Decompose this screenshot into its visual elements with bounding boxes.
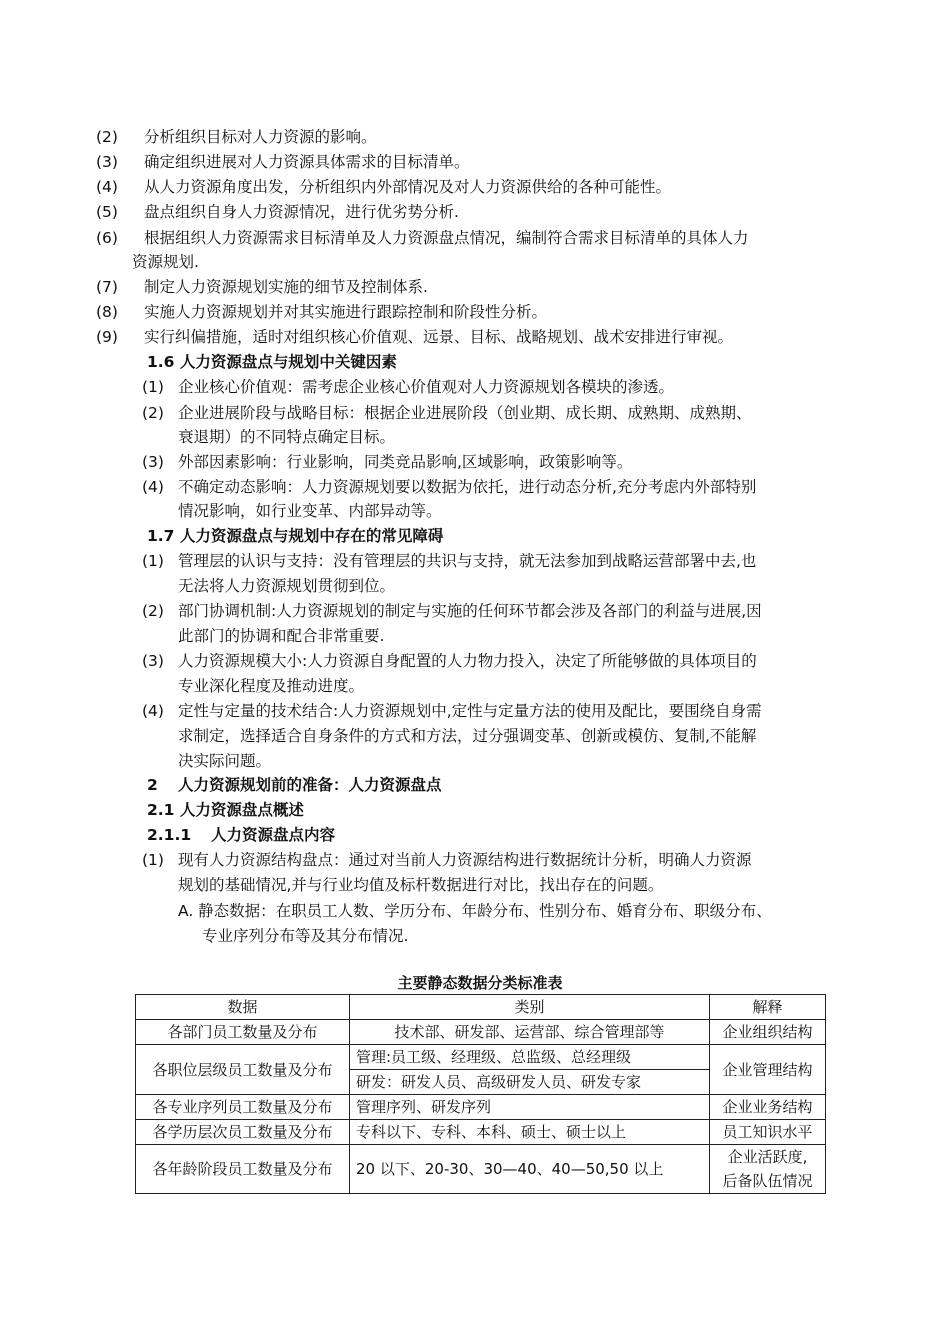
- category-cell: 管理序列、研发序列: [350, 1095, 710, 1120]
- data-cell: 各专业序列员工数量及分布: [136, 1095, 350, 1120]
- list-item-text: 规划的基础情况,并与行业均值及标杆数据进行对比，找出存在的问题。: [178, 876, 664, 894]
- subsection-number: 2.1.1: [147, 826, 192, 844]
- sub-item-text: 专业序列分布等及其分布情况.: [202, 927, 409, 945]
- section-heading: 1.6 人力资源盘点与规划中关键因素: [147, 353, 397, 371]
- column-header: 数据: [136, 995, 350, 1020]
- list-item-text: 实施人力资源规划并对其实施进行跟踪控制和阶段性分析。: [144, 303, 548, 321]
- list-item-text: 资源规划.: [132, 253, 199, 271]
- list-item-text: 情况影响，如行业变革、内部异动等。: [178, 502, 442, 520]
- list-number: (1): [142, 552, 164, 570]
- category-cell: 研发：研发人员、高级研发人员、研发专家: [350, 1070, 710, 1095]
- category-cell: 管理:员工级、经理级、总监级、总经理级: [350, 1045, 710, 1070]
- list-item-text: 部门协调机制:人力资源规划的制定与实施的任何环节都会涉及各部门的利益与进展,因: [178, 602, 762, 620]
- list-number: (2): [142, 602, 164, 620]
- list-item-text: 衰退期）的不同特点确定目标。: [178, 428, 396, 446]
- list-item-text: 现有人力资源结构盘点：通过对当前人力资源结构进行数据统计分析，明确人力资源: [178, 851, 752, 869]
- table-caption: 主要静态数据分类标准表: [397, 974, 563, 992]
- explain-cell: 员工知识水平: [710, 1120, 826, 1145]
- list-number: (4): [96, 178, 118, 196]
- column-header: 类别: [350, 995, 710, 1020]
- list-item-text: 无法将人力资源规划贯彻到位。: [178, 577, 396, 595]
- sub-item-text: A. 静态数据：在职员工人数、学历分布、年龄分布、性别分布、婚育分布、职级分布、: [178, 902, 772, 920]
- list-item-text: 确定组织进展对人力资源具体需求的目标清单。: [144, 153, 470, 171]
- subsection-heading: 人力资源盘点内容: [211, 826, 336, 844]
- list-item-text: 不确定动态影响：人力资源规划要以数据为依托，进行动态分析,充分考虑内外部特别: [178, 478, 757, 496]
- list-number: (2): [142, 404, 164, 422]
- list-number: (5): [96, 203, 118, 221]
- list-number: (3): [142, 652, 164, 670]
- list-number: (8): [96, 303, 118, 321]
- list-item-text: 求制定，选择适合自身条件的方式和方法，过分强调变革、创新或模仿、复制,不能解: [178, 727, 757, 745]
- table-row: [136, 1095, 826, 1120]
- category-cell: 20 以下、20-30、30—40、40—50,50 以上: [350, 1145, 710, 1194]
- explain-cell: 企业管理结构: [710, 1045, 826, 1095]
- list-number: (3): [96, 153, 118, 171]
- data-cell: 各学历层次员工数量及分布: [136, 1120, 350, 1145]
- list-number: (7): [96, 278, 118, 296]
- list-item-text: 企业进展阶段与战略目标：根据企业进展阶段（创业期、成长期、成熟期、成熟期、: [178, 404, 752, 422]
- category-cell: 技术部、研发部、运营部、综合管理部等: [350, 1020, 710, 1045]
- table-row: [136, 1045, 826, 1070]
- chapter-number: 2: [147, 776, 158, 794]
- list-item-text: 分析组织目标对人力资源的影响。: [144, 128, 377, 146]
- list-item-text: 管理层的认识与支持：没有管理层的共识与支持，就无法参加到战略运营部署中去,也: [178, 552, 757, 570]
- table-row: [136, 1145, 826, 1194]
- list-item-text: 外部因素影响：行业影响，同类竞品影响,区域影响，政策影响等。: [178, 453, 633, 471]
- explain-cell: 企业组织结构: [710, 1020, 826, 1045]
- list-item-text: 实行纠偏措施，适时对组织核心价值观、远景、目标、战略规划、战术安排进行审视。: [144, 328, 734, 346]
- column-header: 解释: [710, 995, 826, 1020]
- list-item-text: 此部门的协调和配合非常重要.: [178, 627, 385, 645]
- category-cell: 专科以下、专科、本科、硕士、硕士以上: [350, 1120, 710, 1145]
- explain-cell: 企业业务结构: [710, 1095, 826, 1120]
- list-item-text: 决实际问题。: [178, 752, 272, 770]
- data-cell: 各年龄阶段员工数量及分布: [136, 1145, 350, 1194]
- list-item-text: 根据组织人力资源需求目标清单及人力资源盘点情况，编制符合需求目标清单的具体人力: [144, 229, 749, 247]
- data-cell: 各部门员工数量及分布: [136, 1020, 350, 1045]
- table-row: [136, 1020, 826, 1045]
- list-item-text: 盘点组织自身人力资源情况，进行优劣势分析.: [144, 203, 459, 221]
- list-item-text: 制定人力资源规划实施的细节及控制体系.: [144, 278, 428, 296]
- list-item-text: 定性与定量的技术结合:人力资源规划中,定性与定量方法的使用及配比，要围绕自身需: [178, 702, 762, 720]
- chapter-heading: 人力资源规划前的准备：人力资源盘点: [178, 776, 442, 794]
- list-number: (4): [142, 478, 164, 496]
- explain-line: 企业活跃度,: [727, 1148, 808, 1166]
- section-heading: 1.7 人力资源盘点与规划中存在的常见障碍: [147, 527, 444, 545]
- section-heading: 2.1 人力资源盘点概述: [147, 801, 304, 819]
- explain-line: 后备队伍情况: [722, 1172, 813, 1190]
- table-row: [136, 1120, 826, 1145]
- list-number: (6): [96, 229, 118, 247]
- list-number: (1): [142, 851, 164, 869]
- list-item-text: 人力资源规模大小:人力资源自身配置的人力物力投入，决定了所能够做的具体项目的: [178, 652, 757, 670]
- list-number: (3): [142, 453, 164, 471]
- explain-cell: [710, 1145, 826, 1194]
- list-number: (4): [142, 702, 164, 720]
- list-item-text: 从人力资源角度出发，分析组织内外部情况及对人力资源供给的各种可能性。: [144, 178, 672, 196]
- list-item-text: 企业核心价值观：需考虑企业核心价值观对人力资源规划各模块的渗透。: [178, 378, 675, 396]
- list-number: (2): [96, 128, 118, 146]
- table-header-row: [136, 995, 826, 1020]
- static-data-table: [135, 994, 826, 1194]
- list-item-text: 专业深化程度及推动进度。: [178, 677, 365, 695]
- data-cell: 各职位层级员工数量及分布: [136, 1045, 350, 1095]
- list-number: (1): [142, 378, 164, 396]
- list-number: (9): [96, 328, 118, 346]
